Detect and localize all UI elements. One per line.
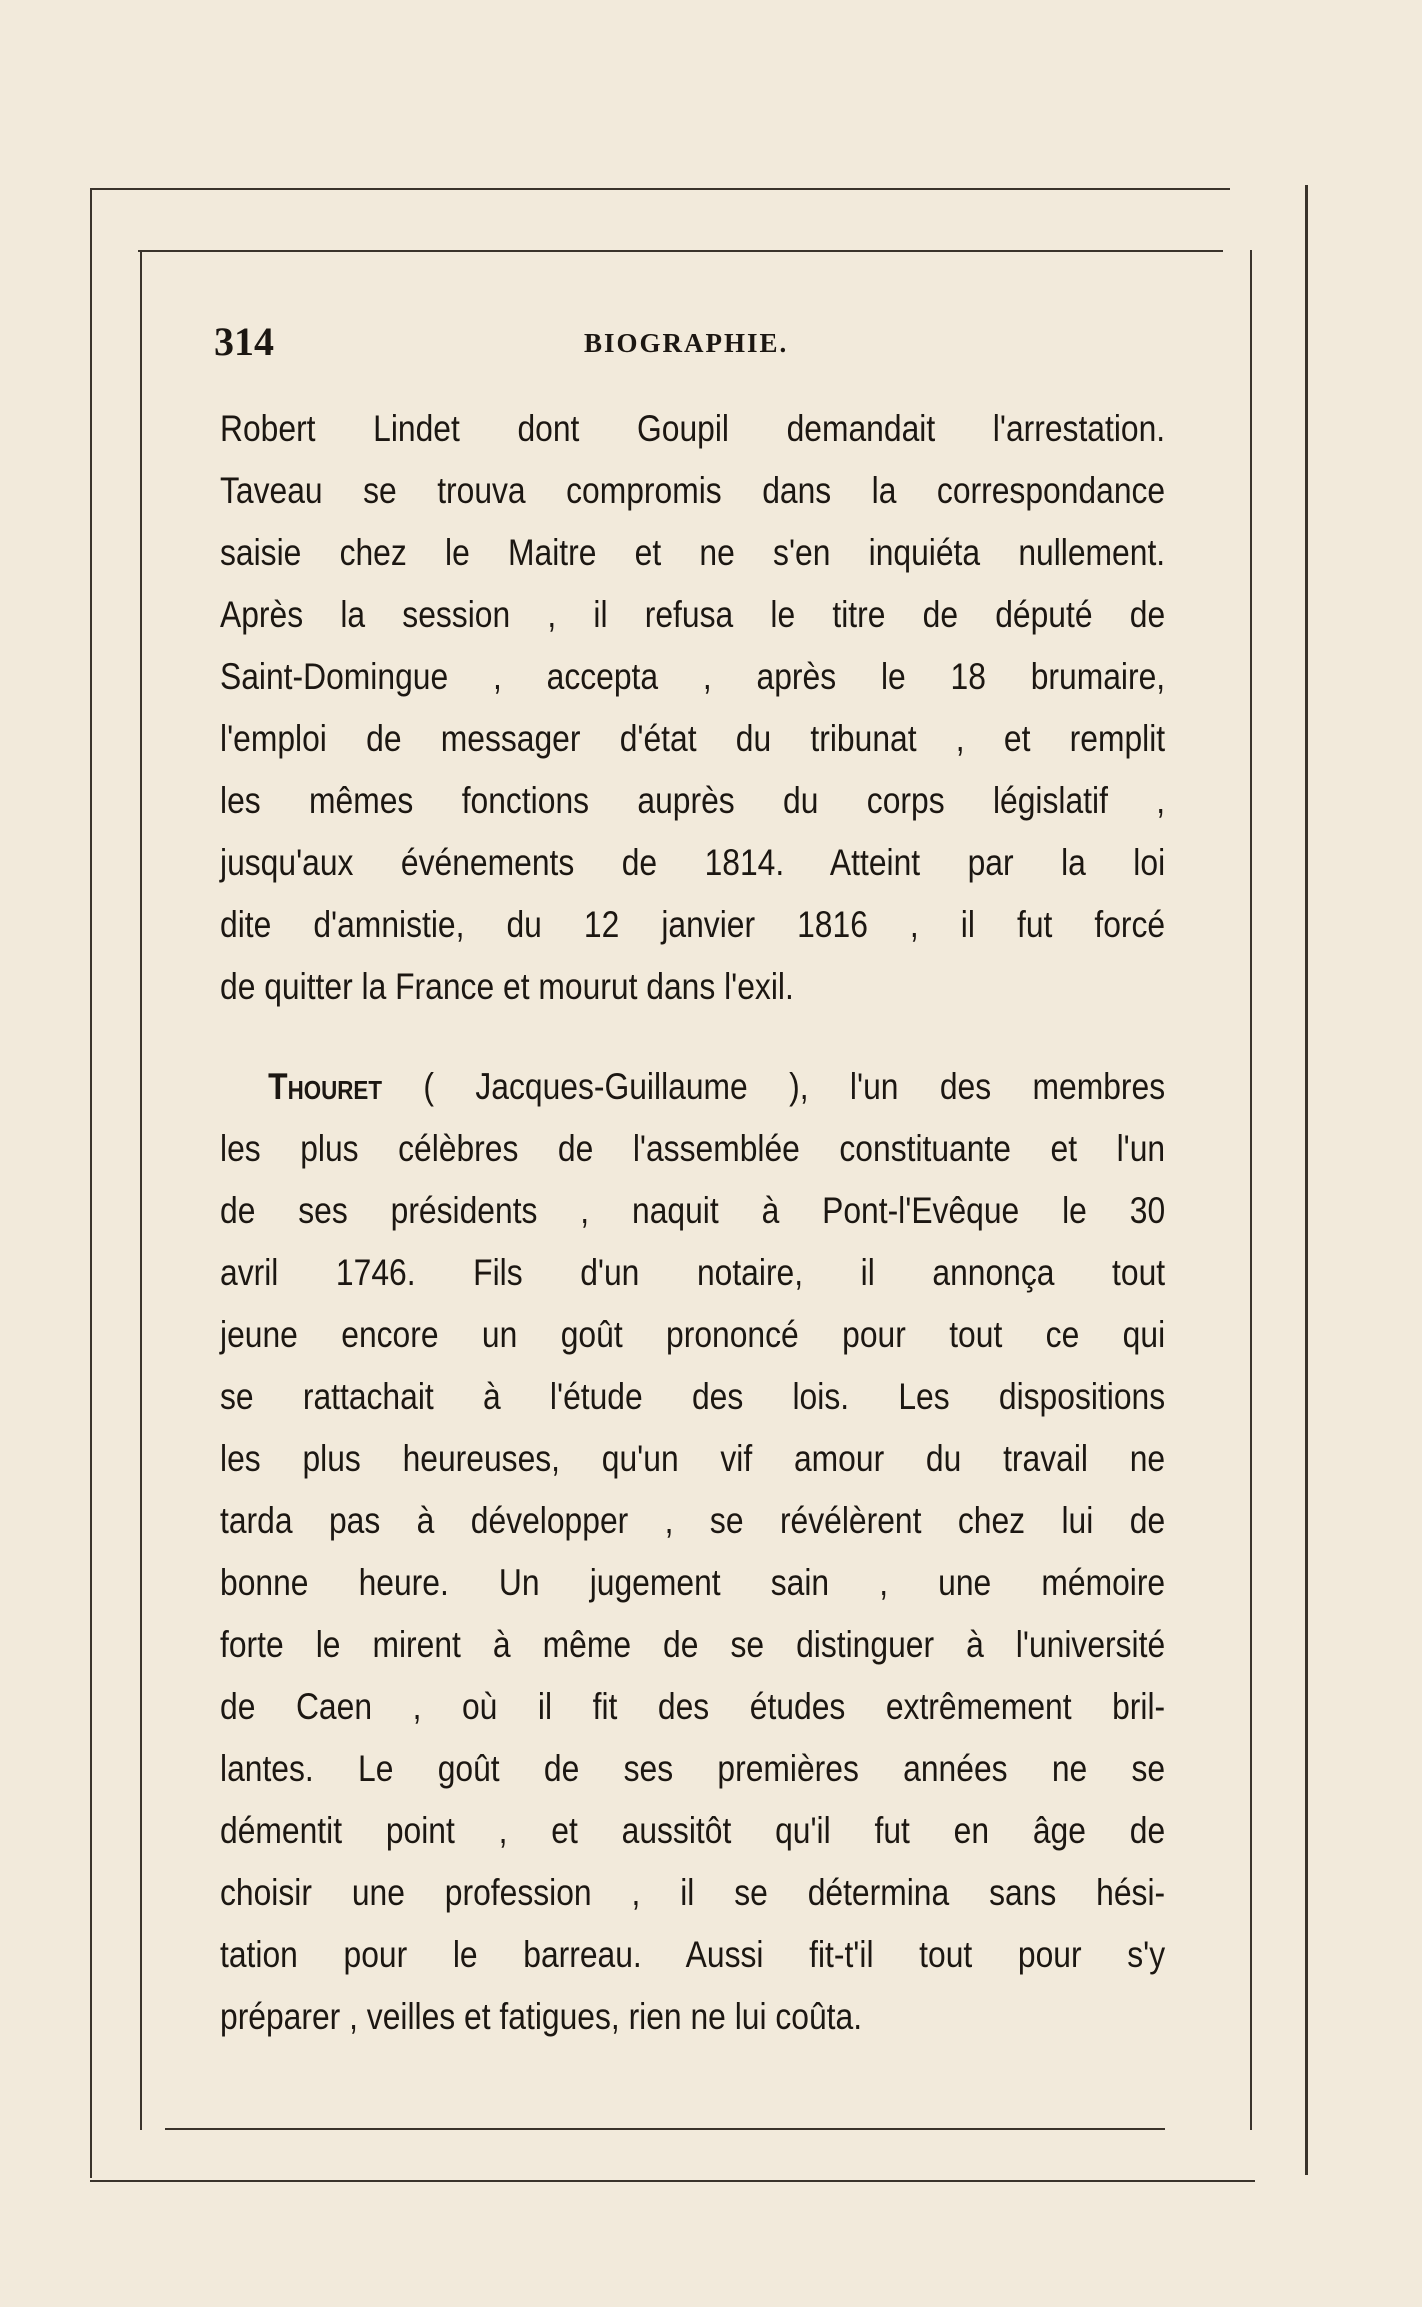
page-number: 314 <box>214 319 274 364</box>
text-line: bonne heure. Un jugement sain , une mémoire <box>220 1562 1166 1603</box>
text-line: se rattachait à l'étude des lois. Les dispositions <box>220 1376 1166 1417</box>
text-line: l'emploi de messager d'état du tribunat , et remplit <box>220 718 1166 759</box>
page-header <box>214 318 1174 368</box>
text-line: les mêmes fonctions auprès du corps législatif , <box>220 780 1166 821</box>
text-line: les plus heureuses, qu'un vif amour du travail ne <box>220 1438 1166 1479</box>
running-title: BIOGRAPHIE. <box>584 328 789 358</box>
text-line: Robert Lindet dont Goupil demandait l'arrestation. <box>220 408 1166 449</box>
frame-top-outer-rule <box>90 188 1230 190</box>
text-line: jeune encore un goût prononcé pour tout ce qui <box>220 1314 1166 1355</box>
entry-name: Thouret <box>268 1066 383 1107</box>
text-line: saisie chez le Maitre et ne s'en inquiéta nullement. <box>220 532 1166 573</box>
text-line: tation pour le barreau. Aussi fit-t'il tout pour s'y <box>220 1934 1166 1975</box>
frame-right-inner-rule <box>1250 250 1252 2130</box>
text-line: Taveau se trouva compromis dans la correspondance <box>220 470 1166 511</box>
paragraph-opening-line <box>220 1056 1165 1118</box>
text-line: tarda pas à développer , se révélèrent chez lui de <box>220 1500 1166 1541</box>
frame-left-inner-rule <box>140 250 142 2130</box>
text-line: démentit point , et aussitôt qu'il fut en âge de <box>220 1810 1166 1851</box>
entry-name-continuation: ( Jacques-Guillaume ), l'un des membres <box>382 1066 1166 1107</box>
body-text <box>220 398 1165 2048</box>
frame-left-outer-rule <box>90 188 92 2178</box>
text-line: de quitter la France et mourut dans l'exil. <box>220 966 794 1007</box>
text-line: forte le mirent à même de se distinguer à l'université <box>220 1624 1166 1665</box>
text-line: dite d'amnistie, du 12 janvier 1816 , il fut forcé <box>220 904 1166 945</box>
text-line: jusqu'aux événements de 1814. Atteint par la loi <box>220 842 1166 883</box>
text-line: Après la session , il refusa le titre de député de <box>220 594 1166 635</box>
frame-bottom-inner-rule <box>165 2128 1165 2130</box>
text-line: Saint-Domingue , accepta , après le 18 brumaire, <box>220 656 1166 697</box>
text-line: lantes. Le goût de ses premières années ne se <box>220 1748 1166 1789</box>
frame-bottom-outer-rule <box>90 2180 1255 2182</box>
text-line: de ses présidents , naquit à Pont-l'Evêque le 30 <box>220 1190 1166 1231</box>
paragraph-gap <box>220 1018 1165 1056</box>
text-line: préparer , veilles et fatigues, rien ne lui coûta. <box>220 1996 863 2037</box>
text-line: choisir une profession , il se détermina sans hési- <box>220 1872 1166 1913</box>
text-line: avril 1746. Fils d'un notaire, il annonça tout <box>220 1252 1166 1293</box>
text-line: de Caen , où il fit des études extrêmement bril- <box>220 1686 1166 1727</box>
frame-right-outer-rule <box>1305 185 1308 2175</box>
frame-top-inner-rule <box>138 250 1223 252</box>
text-line: les plus célèbres de l'assemblée constituante et l'un <box>220 1128 1166 1169</box>
